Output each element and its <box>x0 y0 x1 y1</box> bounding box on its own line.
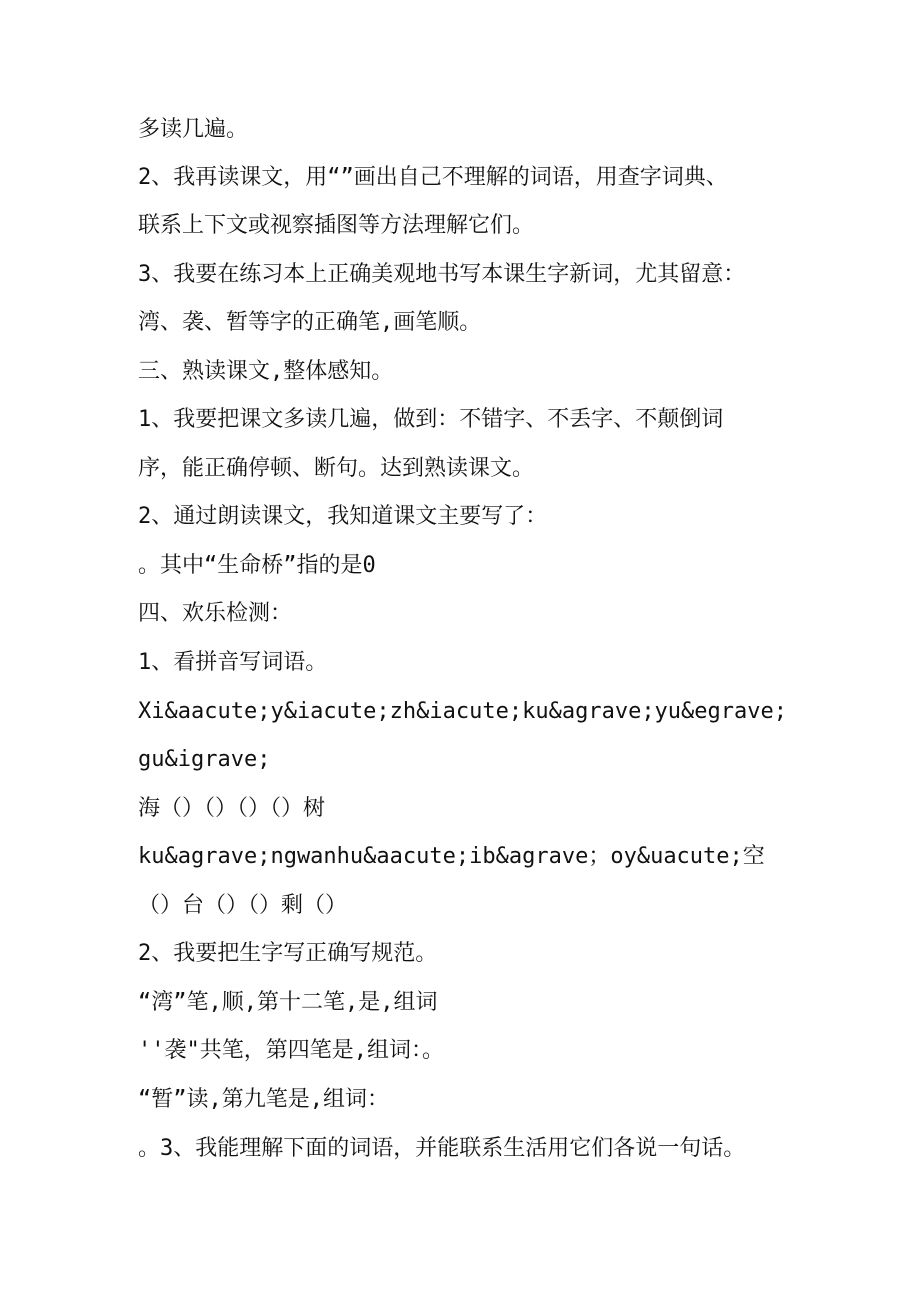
fill-blank-line-2: （）台（）（）剩（） <box>138 893 348 918</box>
text-line-9: 2、通过朗读课文，我知道课文主要写了： <box>138 504 548 529</box>
text-line-22: 。3、我能理解下面的词语，并能联系生活用它们各说一句话。 <box>138 1136 746 1161</box>
pinyin-line-1: Xi&aacute;y&iacute;zh&iacute;ku&agrave;yu&egrave; <box>138 699 788 724</box>
text-line-2: 2、我再读课文，用“”画出自己不理解的词语，用查字词典、 <box>138 165 728 190</box>
fill-blank-line-1: 海（）（）（）（）树 <box>138 796 326 821</box>
text-line-7: 1、我要把课文多读几遍，做到：不错字、不丢字、不颠倒词 <box>138 407 724 432</box>
section-heading-3: 三、熟读课文,整体感知。 <box>138 359 394 384</box>
text-line-4: 3、我要在练习本上正确美观地书写本课生字新词，尤其留意： <box>138 262 746 287</box>
text-line-5: 湾、袭、暂等字的正确笔,画笔顺。 <box>138 310 482 335</box>
text-line-19: “湾”笔,顺,第十二笔,是,组词 <box>138 990 438 1015</box>
text-line-8: 序，能正确停顿、断句。达到熟读课文。 <box>138 456 535 481</box>
text-line-1: 多读几遍。 <box>138 117 249 142</box>
pinyin-line-3: ku&agrave;ngwanhu&aacute;ib&agrave；oy&uacute;空 <box>138 844 765 869</box>
pinyin-line-2: gu&igrave; <box>138 747 271 772</box>
text-line-10: 。其中“生命桥”指的是0 <box>138 553 376 578</box>
text-line-18: 2、我要把生字写正确写规范。 <box>138 941 438 966</box>
text-line-20: ''袭"共笔，第四笔是,组词：。 <box>138 1038 444 1063</box>
section-heading-4: 四、欢乐检测： <box>138 601 293 626</box>
text-line-21: “暂”读,第九笔是,组词： <box>138 1087 389 1112</box>
text-line-3: 联系上下文或视察插图等方法理解它们。 <box>138 213 535 238</box>
text-line-12: 1、看拼音写词语。 <box>138 650 328 675</box>
